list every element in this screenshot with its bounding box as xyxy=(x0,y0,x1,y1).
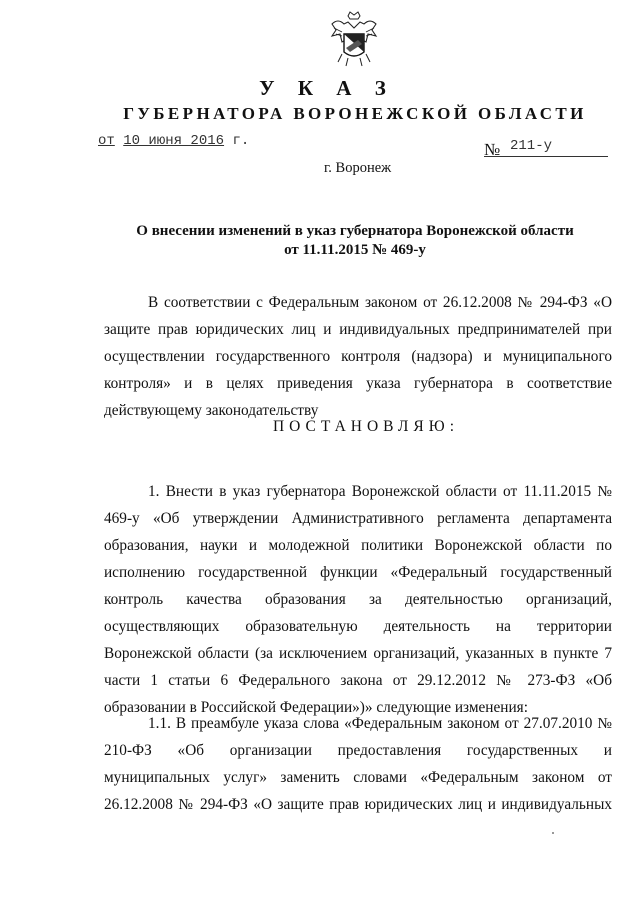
date-value: 10 июня 2016 xyxy=(123,133,225,149)
issuer-heading: ГУБЕРНАТОРА ВОРОНЕЖСКОЙ ОБЛАСТИ xyxy=(123,104,587,123)
item-1-line: образовании в Российской Федерации»)» следующие изменения: xyxy=(104,699,528,716)
item-1-1-line: 210-ФЗ «Об организации предоставления государственных и xyxy=(104,742,612,759)
item-1-line: образования, науки и молодежной политики Воронежской области по xyxy=(104,537,612,554)
number-sign: № xyxy=(484,140,501,159)
city-name: г. Воронеж xyxy=(324,160,392,176)
item-1-line: контроль качества образования за деятельностью организаций, xyxy=(104,591,612,608)
item-1-line: части 1 статьи 6 Федерального закона от 29.12.2012 № 273-ФЗ «Об xyxy=(104,672,612,689)
decree-word: ПОСТАНОВЛЯЮ: xyxy=(272,418,460,435)
item-1-1-paragraph xyxy=(104,710,612,818)
preamble-line: В соответствии с Федеральным законом от 26.12.2008 № 294-ФЗ «О xyxy=(148,294,612,311)
title-line-2: от 11.11.2015 № 469-у xyxy=(284,242,426,258)
title-line-1: О внесении изменений в указ губернатора Воронежской области xyxy=(136,223,574,239)
item-1-1-line: муниципальных услуг» заменить словами «Федеральным законом от xyxy=(104,769,612,786)
item-1-1-line: 26.12.2008 № 294-ФЗ «О защите прав юридических лиц и индивидуальных xyxy=(104,796,612,813)
document-type-heading: У К А З xyxy=(259,76,395,100)
item-1-line: 469-у «Об утверждении Административного регламента департамента xyxy=(104,510,612,527)
document-date xyxy=(98,133,249,149)
item-1-line: 1. Внести в указ губернатора Воронежской области от 11.11.2015 № xyxy=(148,483,612,500)
number-value: 211-у xyxy=(510,138,553,154)
preamble-line: защите прав юридических лиц и индивидуальных предпринимателей при xyxy=(104,321,612,338)
date-suffix: г. xyxy=(232,133,250,149)
item-1-1-line: 1.1. В преамбуле указа слова «Федеральным законом от 27.07.2010 № xyxy=(148,715,612,732)
document-number xyxy=(484,138,608,157)
document-title xyxy=(0,222,640,260)
item-1-line: исполнению государственной функции «Федеральный государственный xyxy=(104,564,612,581)
item-1-line: осуществляющих образовательную деятельность на территории xyxy=(104,618,612,635)
date-prefix: от xyxy=(98,133,115,149)
coat-of-arms-emblem xyxy=(328,10,380,68)
scan-speck xyxy=(552,832,554,834)
item-1-paragraph xyxy=(104,478,612,721)
item-1-line: Воронежской области (за исключением организаций, указанных в пункте 7 xyxy=(104,645,612,662)
preamble-line: осуществлении государственного контроля (надзора) и муниципального xyxy=(104,348,612,365)
preamble-line: действующему законодательству xyxy=(104,402,319,419)
preamble-paragraph xyxy=(104,289,612,424)
preamble-line: контроля» и в целях приведения указа губернатора в соответствие xyxy=(104,375,612,392)
